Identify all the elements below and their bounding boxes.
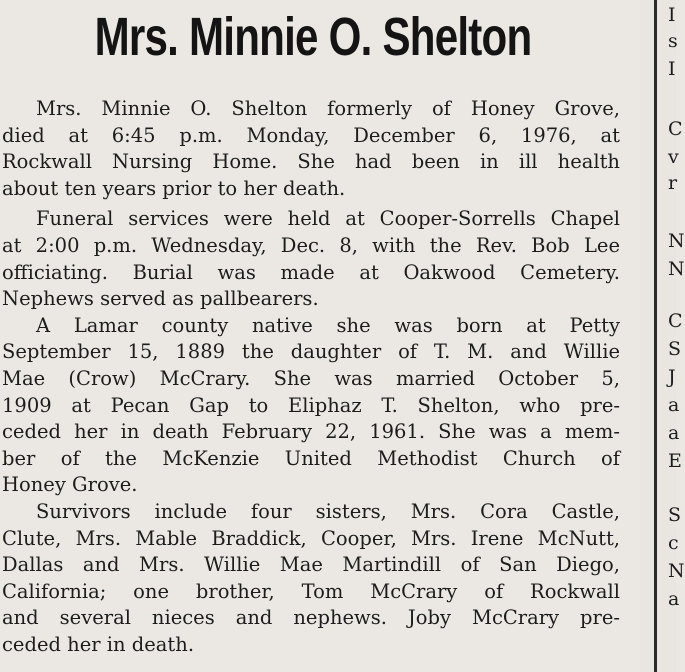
adjacent-column-letter: E xyxy=(668,450,682,472)
article-line: Survivors include four sisters, Mrs. Cora Castle, xyxy=(36,499,620,523)
article-line: Rockwall Nursing Home. She had been in ill health xyxy=(2,150,620,174)
article-line: Nephews served as pallbearers. xyxy=(2,287,319,311)
article-line: ceded her in death. xyxy=(2,632,195,656)
adjacent-column-letter: a xyxy=(668,394,680,416)
adjacent-column-letter: C xyxy=(668,118,683,140)
adjacent-column-letter: a xyxy=(668,422,680,444)
article-line: A Lamar county native she was born at Petty xyxy=(36,313,620,337)
article-line: Honey Grove. xyxy=(2,473,138,497)
adjacent-column-letter: N xyxy=(668,258,685,280)
article-body xyxy=(2,96,620,658)
article-line: died at 6:45 p.m. Monday, December 6, 1976, at xyxy=(2,123,620,147)
adjacent-column-letter: C xyxy=(668,310,683,332)
article-line: about ten years prior to her death. xyxy=(2,176,346,200)
adjacent-column-fragment xyxy=(668,0,685,672)
article-line: Mae (Crow) McCrary. She was married October 5, xyxy=(2,366,620,390)
adjacent-column-letter: S xyxy=(668,338,682,360)
adjacent-column-letter: S xyxy=(668,504,682,526)
article-line: Clute, Mrs. Mable Braddick, Cooper, Mrs. Irene McNutt, xyxy=(2,526,620,550)
adjacent-column-letter: a xyxy=(668,588,680,610)
article-line: Funeral services were held at Cooper-Sorrells Chapel xyxy=(36,207,620,231)
article-line: officiating. Burial was made at Oakwood Cemetery. xyxy=(2,260,620,284)
article-headline: Mrs. Minnie O. Shelton xyxy=(94,7,532,67)
article-line: ceded her in death February 22, 1961. She was a mem- xyxy=(2,420,620,444)
adjacent-column-letter: I xyxy=(668,4,676,26)
article-line: and several nieces and nephews. Joby McCrary pre- xyxy=(2,606,620,630)
adjacent-column-letter: v xyxy=(668,146,679,168)
adjacent-column-letter: N xyxy=(668,560,685,582)
adjacent-column-letter: N xyxy=(668,230,685,252)
article-line: at 2:00 p.m. Wednesday, Dec. 8, with the Rev. Bob Lee xyxy=(2,233,620,257)
adjacent-column-letter: I xyxy=(668,58,676,80)
column-divider xyxy=(654,0,657,672)
article-line: California; one brother, Tom McCrary of Rockwall xyxy=(2,579,620,603)
article-line: 1909 at Pecan Gap to Eliphaz T. Shelton, who pre- xyxy=(2,393,620,417)
adjacent-column-letter: s xyxy=(668,30,678,52)
article-line: Mrs. Minnie O. Shelton formerly of Honey Grove, xyxy=(36,97,620,120)
adjacent-column-letter: r xyxy=(668,172,678,194)
article-line: ber of the McKenzie United Methodist Church of xyxy=(2,446,620,470)
adjacent-column-letter: J xyxy=(668,366,676,388)
article-line: Dallas and Mrs. Willie Mae Martindill of San Diego, xyxy=(2,553,620,577)
adjacent-column-letter: c xyxy=(668,532,679,554)
article-line: September 15, 1889 the daughter of T. M. and Willie xyxy=(2,340,620,364)
